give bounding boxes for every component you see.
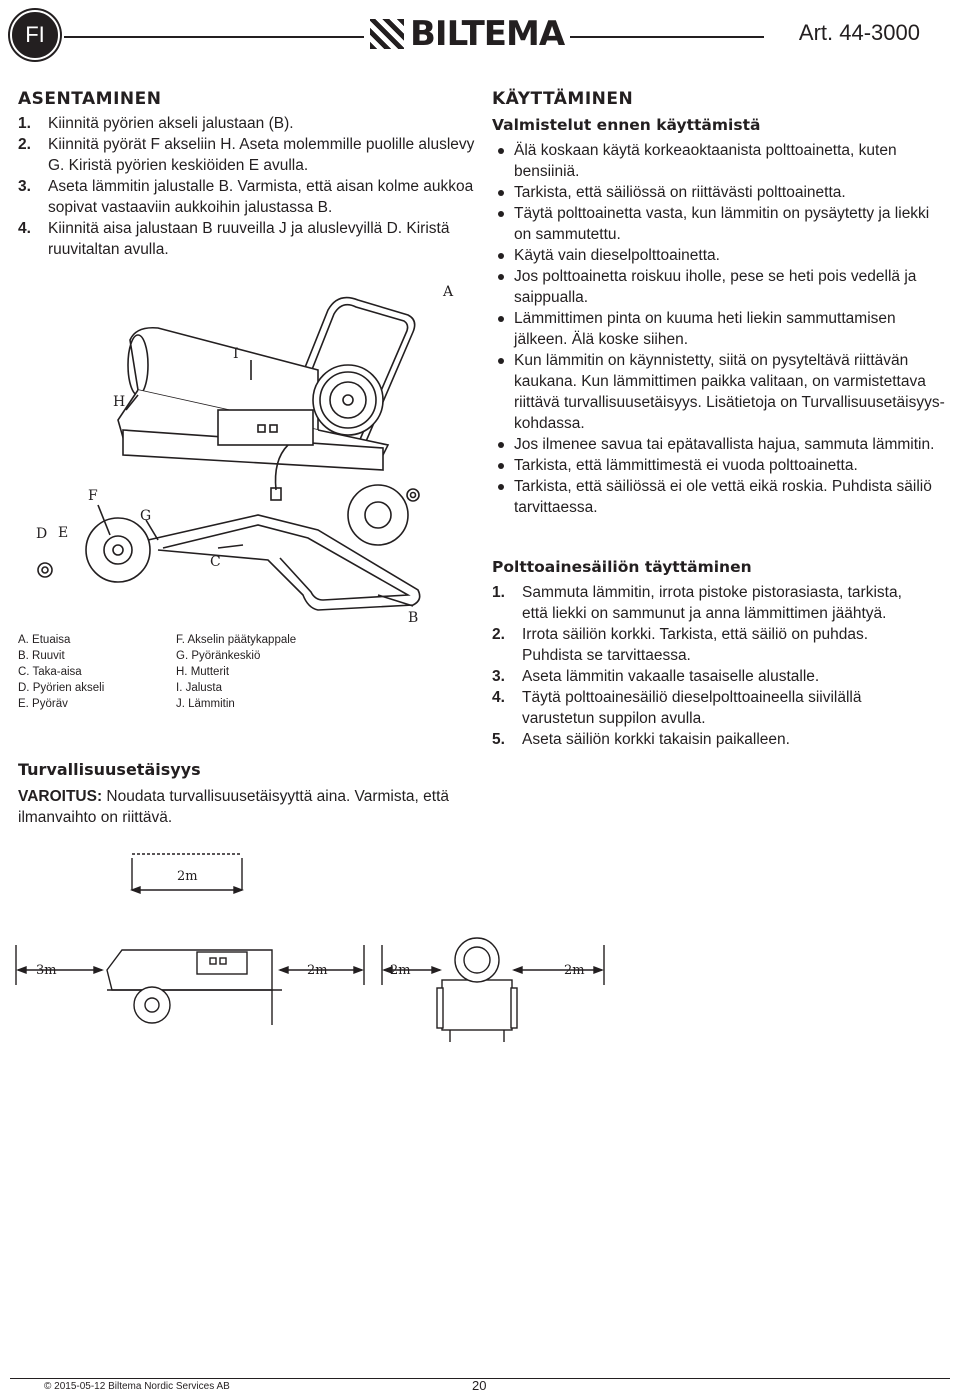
label-d: D bbox=[36, 526, 48, 542]
distance-front-right: 2m bbox=[564, 963, 585, 978]
legend-item: C. Taka-aisa bbox=[18, 666, 82, 678]
distance-front-left: 2m bbox=[390, 963, 411, 978]
assembly-step: 1. Kiinnitä pyörien akseli jalustaan (B). bbox=[18, 115, 294, 132]
legend-left bbox=[18, 632, 168, 712]
tank-step: 5. Aseta säiliön korkki takaisin paikalleen. bbox=[492, 731, 790, 748]
page-number: 20 bbox=[472, 1378, 487, 1393]
label-h: H bbox=[113, 394, 126, 410]
label-f: F bbox=[88, 488, 98, 504]
list-item: Käytä vain dieselpolttoainetta. bbox=[492, 245, 947, 266]
list-item: Jos ilmenee savua tai epätavallista hajua, sammuta lämmitin. bbox=[492, 434, 947, 455]
assembly-title: ASENTAMINEN bbox=[18, 89, 162, 109]
label-g: G bbox=[140, 508, 152, 524]
legend-item: D. Pyörien akseli bbox=[18, 682, 105, 694]
warning-label: VAROITUS: bbox=[18, 788, 103, 805]
assembly-step: 4. Kiinnitä aisa jalustaan B ruuveilla J ja aluslevyillä D. Kiristä ruuvitaltan avulla. bbox=[18, 220, 450, 258]
list-item: Älä koskaan käytä korkeaoktaanista polttoainetta, kuten bensiiniä. bbox=[492, 140, 947, 182]
legend-item: A. Etuaisa bbox=[18, 634, 71, 646]
language-badge: FI bbox=[10, 10, 60, 60]
tank-steps bbox=[492, 582, 932, 750]
article-number: Art. 44-3000 bbox=[791, 20, 920, 46]
assembly-step: 3. Aseta lämmitin jalustalle B. Varmista, että aisan kolme aukkoa sopivat vastaaviin aukkoihin jalustassa B. bbox=[18, 178, 474, 216]
legend-item: F. Akselin päätykappale bbox=[176, 634, 297, 646]
assembly-steps bbox=[18, 113, 478, 260]
legend-item: I. Jalusta bbox=[176, 682, 223, 694]
prep-list bbox=[492, 140, 947, 518]
label-b: B bbox=[408, 610, 419, 626]
assembly-step: 2. Kiinnitä pyörät F akseliin H. Aseta molemmille puolille aluslevy G. Kiristä pyörien keskiöiden E avulla. bbox=[18, 136, 475, 174]
tank-step: 1. Sammuta lämmitin, irrota pistoke pistorasiasta, tarkista, että liekki on sammunut ja anna lämmittimen jäähtyä. bbox=[492, 584, 902, 622]
list-item: Tarkista, että säiliössä on riittävästi polttoainetta. bbox=[492, 182, 947, 203]
label-a: A bbox=[443, 284, 454, 300]
brand-logo bbox=[364, 14, 570, 54]
heater-assembly-diagram bbox=[18, 270, 488, 630]
safety-title: Turvallisuusetäisyys bbox=[18, 760, 201, 779]
distance-left: 3m bbox=[36, 963, 57, 978]
tank-title: Polttoainesäiliön täyttäminen bbox=[492, 558, 752, 576]
legend-item: H. Mutterit bbox=[176, 666, 230, 678]
distance-right: 2m bbox=[307, 963, 328, 978]
checkered-flag-icon bbox=[370, 19, 404, 49]
legend-item: J. Lämmitin bbox=[176, 698, 235, 710]
brand-name: BILTEMA bbox=[410, 14, 565, 54]
usage-title: KÄYTTÄMINEN bbox=[492, 89, 634, 109]
list-item: Tarkista, että lämmittimestä ei vuoda polttoainetta. bbox=[492, 455, 947, 476]
warning-text: Noudata turvallisuusetäisyyttä aina. Varmista, että ilmanvaihto on riittävä. bbox=[18, 788, 450, 826]
legend-item: E. Pyöräv bbox=[18, 698, 68, 710]
label-i: I bbox=[233, 346, 239, 362]
tank-step: 2. Irrota säiliön korkki. Tarkista, että säiliö on puhdas. Puhdista se tarvittaessa. bbox=[492, 626, 869, 664]
list-item: Tarkista, että säiliössä ei ole vettä eikä roskia. Puhdista säiliö tarvittaessa. bbox=[492, 476, 947, 518]
label-e: E bbox=[58, 525, 69, 541]
list-item: Lämmittimen pinta on kuuma heti liekin sammuttamisen jälkeen. Älä koske siihen. bbox=[492, 308, 947, 350]
list-item: Täytä polttoainetta vasta, kun lämmitin on pysäytetty ja liekki on sammutettu. bbox=[492, 203, 947, 245]
tank-step: 4. Täytä polttoainesäiliö dieselpolttoaineella siivilällä varustetun suppilon avulla. bbox=[492, 689, 862, 727]
prep-title: Valmistelut ennen käyttämistä bbox=[492, 116, 761, 134]
legend-right bbox=[176, 632, 376, 712]
legend-item: B. Ruuvit bbox=[18, 650, 65, 662]
label-c: C bbox=[210, 554, 221, 570]
legend-item: G. Pyöränkeskiö bbox=[176, 650, 261, 662]
tank-step: 3. Aseta lämmitin vakaalle tasaiselle alustalle. bbox=[492, 668, 820, 685]
safety-warning bbox=[18, 786, 463, 828]
list-item: Kun lämmitin on käynnistetty, siitä on pysyteltävä riittävän kaukana. Kun lämmittimen paikka valitaan, on varmistettava riittävä turvallisuusetäisyys. Lisätietoja on Turvallisuusetäisyys-kohdassa. bbox=[492, 350, 947, 434]
copyright: © 2015-05-12 Biltema Nordic Services AB bbox=[44, 1381, 230, 1392]
list-item: Jos polttoainetta roiskuu iholle, pese se heti pois vedellä ja saippualla. bbox=[492, 266, 947, 308]
distance-top: 2m bbox=[177, 869, 198, 884]
safety-distance-diagram bbox=[12, 850, 612, 1050]
